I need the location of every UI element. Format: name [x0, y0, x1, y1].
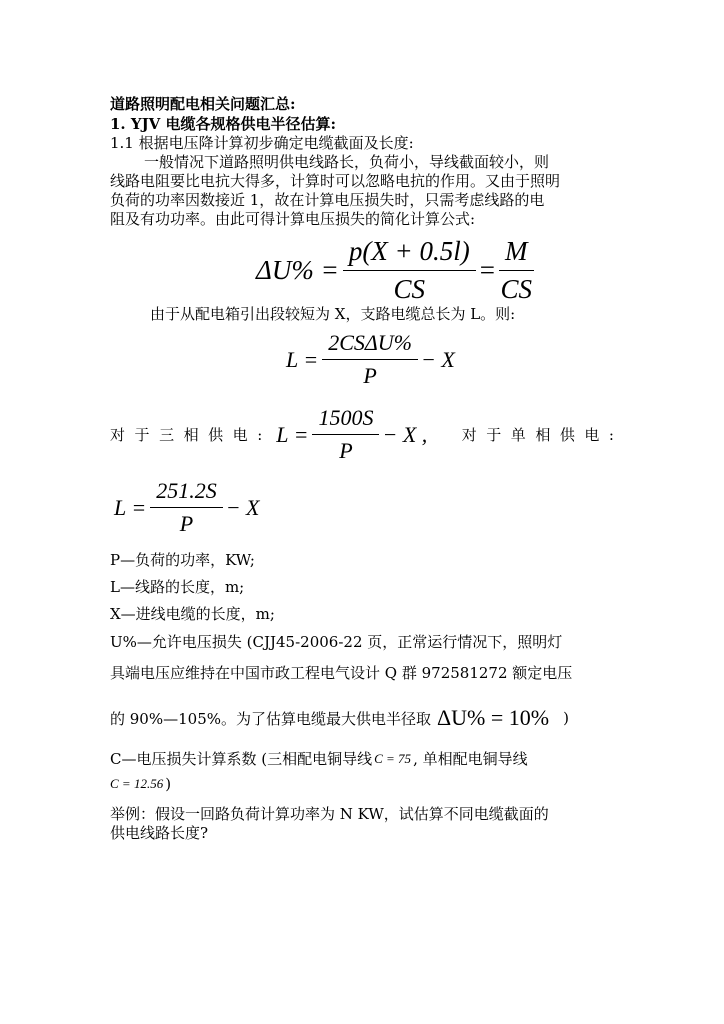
- paragraph-line: 由于从配电箱引出段较短为 X，支路电缆总长为 L。则:: [150, 305, 516, 323]
- definition-line: C = 12.56 ): [110, 775, 172, 793]
- formula-lhs: L =: [286, 346, 319, 372]
- c-three-phase: C = 75: [374, 750, 412, 766]
- formula-denominator: P: [363, 363, 377, 388]
- example-line: 举例：假设一回路负荷计算功率为 N KW，试估算不同电缆截面的: [110, 805, 549, 823]
- formula-denominator: P: [339, 438, 353, 463]
- formula-lhs: L =: [114, 494, 147, 520]
- voltage-drop-formula: [256, 236, 534, 305]
- paragraph-line: 线路电阻要比电抗大得多，计算时可以忽略电抗的作用。又由于照明: [110, 172, 561, 190]
- section-heading-1: 1. YJV 电缆各规格供电半径估算:: [110, 115, 337, 133]
- formula-tail: − X: [421, 346, 455, 372]
- formula-numerator: M: [499, 236, 534, 271]
- definition-line: U%—允许电压损失 (CJJ45-2006-22 页，正常运行情况下，照明灯: [110, 633, 563, 651]
- formula-numerator: 251.2S: [150, 478, 223, 508]
- definition-line: P—负荷的功率，KW;: [110, 551, 255, 569]
- definition-line: 具端电压应维持在中国市政工程电气设计 Q 群 972581272 额定电压: [110, 664, 573, 682]
- paragraph-line: 一般情况下道路照明供电线路长，负荷小，导线截面较小，则: [144, 153, 550, 171]
- formula-equals: =: [479, 255, 495, 285]
- doc-title: 道路照明配电相关问题汇总:: [110, 95, 296, 113]
- definition-line: X—进线电缆的长度，m;: [110, 605, 275, 623]
- formula-denominator: CS: [393, 274, 426, 304]
- formula-denominator: CS: [500, 274, 532, 304]
- formula-numerator: 2CSΔU%: [322, 330, 418, 360]
- formula-lhs: L =: [276, 421, 309, 447]
- formula-tail: − X ,: [382, 421, 428, 447]
- definition-line: L—线路的长度，m;: [110, 578, 245, 596]
- section-heading-1-1: 1.1 根据电压降计算初步确定电缆截面及长度:: [110, 134, 414, 152]
- formula-denominator: P: [179, 511, 194, 536]
- formula-tail: − X: [225, 494, 260, 520]
- paragraph-line: 阻及有功功率。由此可得计算电压损失的简化计算公式:: [110, 210, 476, 228]
- example-line: 供电线路长度?: [110, 824, 209, 842]
- delta-u-value: ΔU% = 10%: [437, 705, 550, 730]
- paragraph-line: 负荷的功率因数接近 1，故在计算电压损失时，只需考虑线路的电: [110, 191, 545, 209]
- formula-numerator: p(X + 0.5l): [343, 236, 476, 271]
- formula-lhs: ΔU% =: [256, 255, 339, 285]
- three-phase-label: 对 于 三 相 供 电 :: [110, 426, 263, 444]
- three-phase-row: [110, 405, 614, 464]
- single-phase-label: 对 于 单 相 供 电 :: [461, 426, 614, 444]
- single-phase-formula: [114, 478, 259, 537]
- definition-line: 的 90%—105%。为了估算电缆最大供电半径取 ΔU% = 10% ): [110, 705, 569, 730]
- length-formula: [286, 330, 455, 389]
- c-single-phase: C = 12.56: [110, 776, 164, 791]
- definition-line: C—电压损失计算系数 (三相配电铜导线 C = 75 , 单相配电铜导线: [110, 750, 528, 768]
- formula-numerator: 1500S: [312, 405, 379, 435]
